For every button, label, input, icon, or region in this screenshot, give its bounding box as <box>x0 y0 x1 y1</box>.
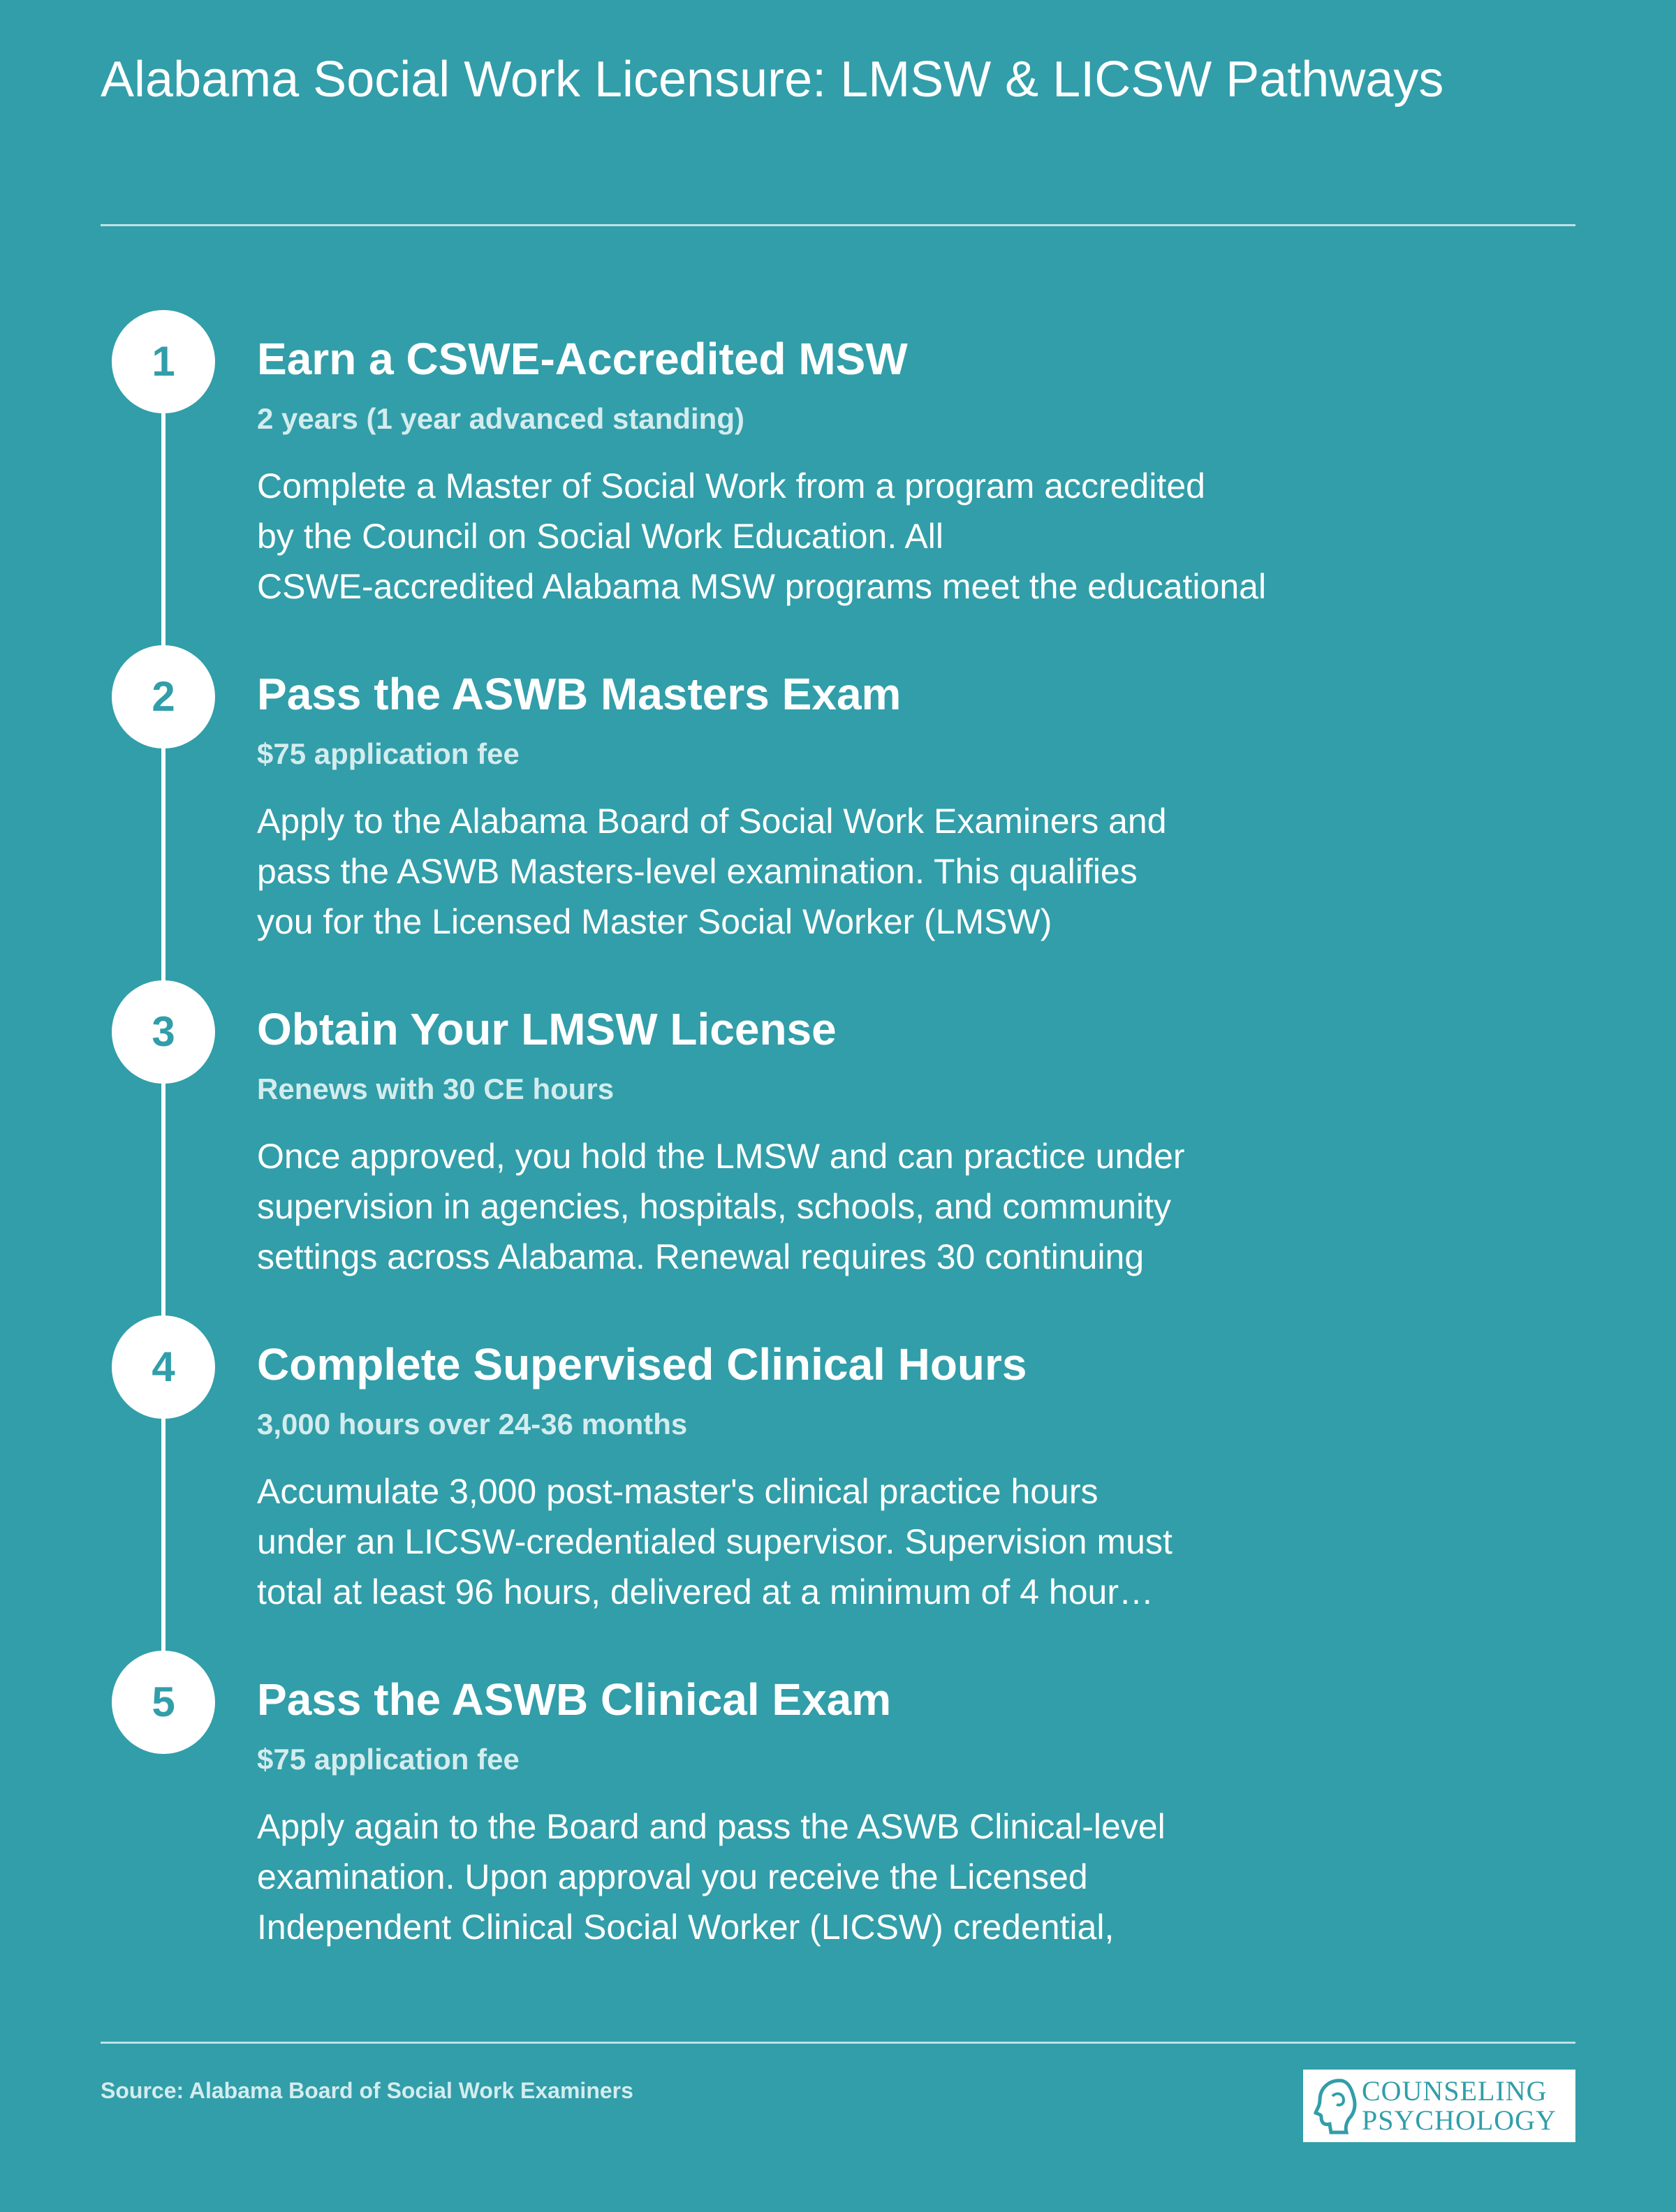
step-description <box>257 1131 1444 1282</box>
step-description-line: examination. Upon approval you receive the Licensed <box>257 1857 1088 1896</box>
step-description-line: CSWE-accredited Alabama MSW programs meet the educational <box>257 567 1267 606</box>
step-title: Pass the ASWB Masters Exam <box>257 669 902 719</box>
step-description-line: by the Council on Social Work Education. All <box>257 517 943 556</box>
step-description <box>257 461 1444 612</box>
page-title: Alabama Social Work Licensure: LMSW & LICSW Pathways <box>101 52 1444 108</box>
step-number-badge: 1 <box>112 310 215 413</box>
logo-line-2: PSYCHOLOGY <box>1362 2104 1557 2136</box>
source-note: Source: Alabama Board of Social Work Examiners <box>101 2078 633 2103</box>
header-divider <box>101 224 1575 226</box>
step-meta: 3,000 hours over 24-36 months <box>257 1408 688 1440</box>
step-description-line: settings across Alabama. Renewal requires 30 continuing <box>257 1237 1145 1276</box>
step-description-line: supervision in agencies, hospitals, schools, and community <box>257 1187 1172 1226</box>
step-number-badge: 4 <box>112 1315 215 1419</box>
step-description-line: Apply to the Alabama Board of Social Work Examiners and <box>257 802 1167 841</box>
step-number-badge: 5 <box>112 1651 215 1754</box>
step-description-line: Independent Clinical Social Worker (LICSW) credential, <box>257 1908 1115 1947</box>
step-description-line: Once approved, you hold the LMSW and can practice under <box>257 1137 1185 1176</box>
step-description-line: under an LICSW-credentialed supervisor. Supervision must <box>257 1522 1173 1561</box>
step-title: Pass the ASWB Clinical Exam <box>257 1674 892 1725</box>
step-meta: Renews with 30 CE hours <box>257 1072 615 1105</box>
logo-line-1: COUNSELING <box>1362 2075 1548 2107</box>
step-description-line: Complete a Master of Social Work from a program accredited <box>257 466 1205 506</box>
step-description <box>257 1801 1444 1952</box>
step-title: Complete Supervised Clinical Hours <box>257 1339 1027 1389</box>
step-meta: 2 years (1 year advanced standing) <box>257 402 744 435</box>
head-profile-icon <box>1311 2074 1360 2138</box>
step-description-line: total at least 96 hours, delivered at a minimum of 4 hour… <box>257 1572 1154 1612</box>
step-description-line: you for the Licensed Master Social Worker (LMSW) <box>257 902 1052 941</box>
step-description <box>257 1466 1444 1617</box>
step-description-line: Accumulate 3,000 post-master's clinical practice hours <box>257 1472 1098 1511</box>
step-number-badge: 3 <box>112 980 215 1084</box>
step-meta: $75 application fee <box>257 1743 520 1776</box>
step-meta: $75 application fee <box>257 737 520 770</box>
step-description <box>257 796 1444 947</box>
step-number-badge: 2 <box>112 645 215 749</box>
step-description-line: Apply again to the Board and pass the ASWB Clinical-level <box>257 1807 1166 1846</box>
step-title: Earn a CSWE-Accredited MSW <box>257 334 908 384</box>
step-title: Obtain Your LMSW License <box>257 1004 837 1054</box>
step-description-line: pass the ASWB Masters-level examination. This qualifies <box>257 852 1138 891</box>
footer-divider <box>101 2042 1575 2044</box>
counseling-psychology-logo <box>1303 2070 1575 2142</box>
